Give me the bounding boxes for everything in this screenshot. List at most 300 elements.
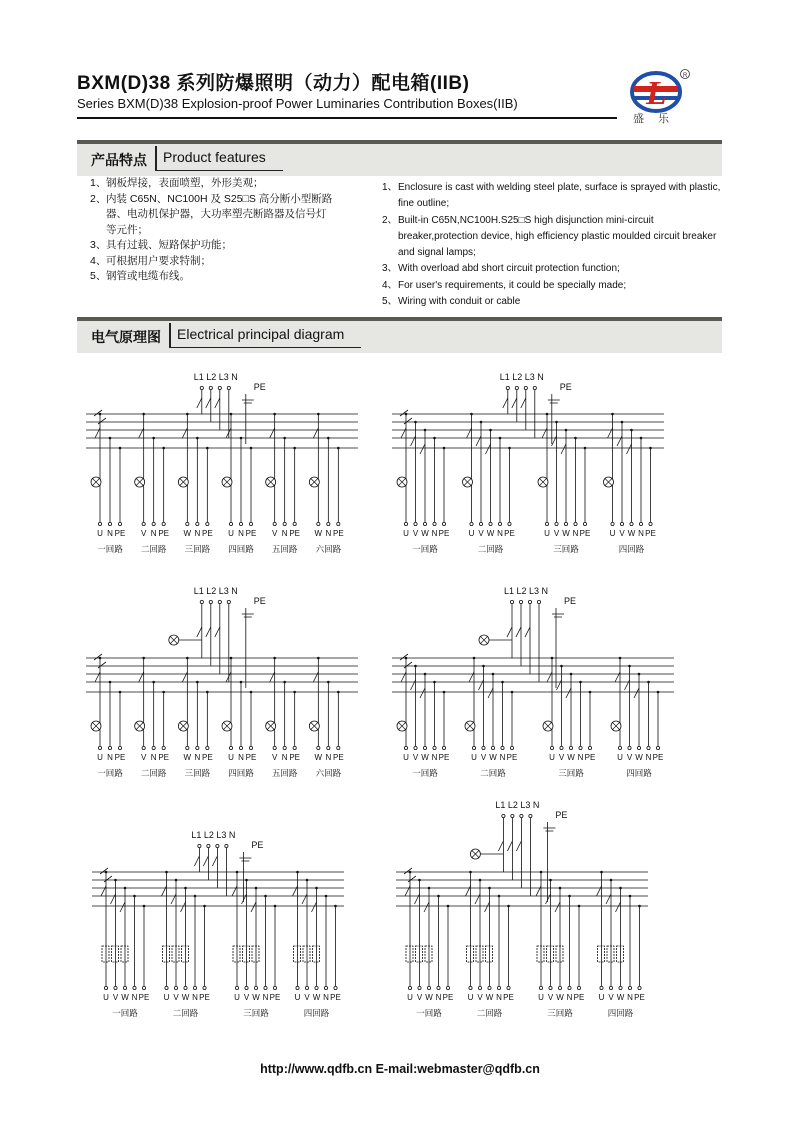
wire-label: PE xyxy=(503,993,514,1002)
wire-label: PE xyxy=(201,753,213,762)
wire-label: W xyxy=(312,993,321,1002)
output-terminal xyxy=(628,986,631,989)
circuit-name: 二回路 xyxy=(140,768,167,778)
wire-label: U xyxy=(609,529,616,538)
circuit-name: 六回路 xyxy=(315,544,342,554)
wire-label: V xyxy=(140,529,147,538)
breaker-contact xyxy=(606,894,611,904)
breaker-contact xyxy=(512,398,517,408)
wire-label: N xyxy=(238,529,244,538)
feature-item-en-4: 4、 For user's requirements, it could be specially made; xyxy=(382,279,627,291)
wire-label: U xyxy=(617,753,623,762)
motor-protector-icon xyxy=(313,946,320,962)
breaker-contact xyxy=(203,856,208,866)
motor-protector-icon xyxy=(252,946,259,962)
wire-label: N xyxy=(194,753,201,762)
breaker-contact xyxy=(498,841,503,851)
output-terminal xyxy=(442,746,445,749)
motor-protector-icon xyxy=(121,946,128,962)
features-list-cn xyxy=(90,176,350,285)
output-terminal xyxy=(317,522,320,525)
feature-item-en-3: 3、 With overload abd short circuit protection function; xyxy=(382,263,620,275)
title-rule xyxy=(77,117,617,119)
motor-protector-icon xyxy=(476,946,483,962)
breaker-contact xyxy=(313,672,318,682)
wire-label: U xyxy=(294,993,301,1002)
wire-label: N xyxy=(435,993,442,1002)
output-terminal xyxy=(206,746,209,749)
output-terminal xyxy=(196,746,199,749)
motor-protector-icon xyxy=(486,946,493,962)
output-terminal xyxy=(118,746,121,749)
terminal-dot xyxy=(515,386,518,389)
breaker-contact xyxy=(139,672,144,682)
circuit-name: 四回路 xyxy=(618,544,645,554)
output-terminal xyxy=(245,986,248,989)
feature-item-en-2: 2、 Built-in C65N,NC100H.S25□S high disjunction mini-circuit breaker,protection device, high efficiency plastic moulded circuit breaker and signal lamps; xyxy=(382,214,717,259)
wire-label: W xyxy=(562,529,570,538)
output-terminal xyxy=(508,522,511,525)
wire-label: U xyxy=(234,993,240,1002)
wire-label: PE xyxy=(652,753,664,762)
wire-label: W xyxy=(314,753,323,762)
terminal-dot xyxy=(209,386,212,389)
wire-label: PE xyxy=(634,993,645,1002)
output-terminal xyxy=(152,746,155,749)
output-terminal xyxy=(479,522,482,525)
output-terminal xyxy=(491,746,494,749)
output-terminal xyxy=(142,522,145,525)
circuit-name: 五回路 xyxy=(271,768,298,778)
output-terminal xyxy=(249,746,252,749)
output-terminal xyxy=(501,746,504,749)
output-terminal xyxy=(647,746,650,749)
ground-icon xyxy=(239,858,251,861)
supply-label: L1 L2 L3 N xyxy=(191,830,236,840)
output-terminal xyxy=(296,986,299,989)
circuit-name: 二回路 xyxy=(477,544,504,554)
wire-label: PE xyxy=(158,753,170,762)
breaker-contact xyxy=(197,627,202,637)
output-terminal xyxy=(118,522,121,525)
wire-label: V xyxy=(412,753,419,762)
wire-label: N xyxy=(192,993,198,1002)
diagram-section-header xyxy=(77,317,722,353)
output-terminal xyxy=(283,522,286,525)
wire-label: PE xyxy=(506,753,518,762)
output-terminal xyxy=(229,522,232,525)
terminal-dot xyxy=(533,386,536,389)
wire-label: U xyxy=(468,529,475,538)
output-terminal xyxy=(293,746,296,749)
output-terminal xyxy=(133,986,136,989)
wire-label: N xyxy=(497,529,503,538)
breaker-contact xyxy=(270,428,275,438)
output-terminal xyxy=(193,986,196,989)
wire-label: N xyxy=(496,993,502,1002)
circuit-name: 一回路 xyxy=(412,768,438,778)
wire-label: PE xyxy=(114,753,126,762)
output-terminal xyxy=(469,986,472,989)
output-terminal xyxy=(568,986,571,989)
output-terminal xyxy=(423,746,426,749)
output-terminal xyxy=(478,986,481,989)
output-terminal xyxy=(488,986,491,989)
breaker-contact xyxy=(627,444,632,454)
output-terminal xyxy=(630,522,633,525)
page-title: BXM(D)38 系列防爆照明（动力）配电箱(IIB) xyxy=(77,73,470,94)
breaker-contact xyxy=(536,886,541,896)
circuit-name: 四回路 xyxy=(228,768,254,778)
feature-item-en-5: 5、 Wiring with conduit or cable xyxy=(382,296,521,308)
diagram-panel-1 xyxy=(80,368,370,558)
output-terminal xyxy=(273,986,276,989)
breaker-contact xyxy=(206,627,211,637)
motor-protector-icon xyxy=(172,946,179,962)
motor-protector-icon xyxy=(617,946,624,962)
registered-mark: R xyxy=(683,73,688,79)
output-terminal xyxy=(235,986,238,989)
wire-label: N xyxy=(150,529,157,538)
circuit-name: 六回路 xyxy=(315,768,342,778)
motor-protector-icon xyxy=(163,946,170,962)
supply-label: L1 L2 L3 N xyxy=(193,372,238,382)
breaker-contact xyxy=(507,627,512,637)
wire-label: U xyxy=(103,993,109,1002)
output-terminal xyxy=(656,746,659,749)
terminal-dot xyxy=(209,600,212,603)
output-terminal xyxy=(600,986,603,989)
breaker-contact xyxy=(182,428,187,438)
motor-protector-icon xyxy=(467,946,474,962)
wire-label: V xyxy=(112,993,119,1002)
output-terminal xyxy=(142,986,145,989)
ground-icon xyxy=(548,400,560,403)
terminal-dot xyxy=(227,386,230,389)
breaker-contact xyxy=(561,444,566,454)
wire-label: PE xyxy=(158,529,170,538)
wire-label: N xyxy=(150,753,157,762)
output-terminal xyxy=(579,746,582,749)
output-terminal xyxy=(609,986,612,989)
breaker-contact xyxy=(139,428,144,438)
features-list-en xyxy=(382,180,722,310)
terminal-dot xyxy=(529,814,532,817)
wire-label: V xyxy=(480,753,487,762)
output-terminal xyxy=(317,746,320,749)
breaker-contact xyxy=(625,680,630,690)
wire-label: V xyxy=(477,993,483,1002)
ground-icon xyxy=(242,614,254,617)
breaker-contact xyxy=(312,902,317,912)
breaker-contact xyxy=(547,672,552,682)
features-title-en: Product features xyxy=(163,149,266,165)
wire-label: PE xyxy=(332,529,344,538)
wire-label: N xyxy=(107,529,113,538)
output-terminal xyxy=(334,986,337,989)
circuit-name: 二回路 xyxy=(140,544,167,554)
output-terminal xyxy=(637,746,640,749)
wire-label: PE xyxy=(289,529,301,538)
output-terminal xyxy=(184,986,187,989)
feature-item-cn-1: 1、钢板焊接，表面喷塑，外形美观； xyxy=(90,177,264,189)
diagram-title-en: Electrical principal diagram xyxy=(177,326,345,342)
output-terminal xyxy=(427,986,430,989)
wire-label: N xyxy=(107,753,113,762)
output-terminal xyxy=(437,986,440,989)
breaker-contact xyxy=(469,672,474,682)
wire-label: V xyxy=(412,529,419,538)
pe-label: PE xyxy=(253,596,266,606)
motor-protector-icon xyxy=(303,946,310,962)
output-terminal xyxy=(628,746,631,749)
output-terminal xyxy=(539,986,542,989)
breaker-contact xyxy=(616,902,621,912)
wire-label: V xyxy=(173,993,179,1002)
breaker-contact xyxy=(507,841,512,851)
wire-label: PE xyxy=(442,993,454,1002)
breaker-contact xyxy=(546,894,551,904)
wire-label: W xyxy=(616,993,625,1002)
output-terminal xyxy=(470,522,473,525)
wire-label: PE xyxy=(245,529,257,538)
wire-label: PE xyxy=(438,529,450,538)
supply-label: L1 L2 L3 N xyxy=(503,586,549,596)
motor-protector-icon xyxy=(607,946,614,962)
terminal-dot xyxy=(216,844,219,847)
circuit-name: 二回路 xyxy=(480,768,506,778)
terminal-dot xyxy=(218,386,221,389)
terminal-dot xyxy=(225,844,228,847)
logo-letter: L xyxy=(646,75,667,112)
output-terminal xyxy=(162,522,165,525)
wire-label: N xyxy=(645,753,652,762)
breaker-contact xyxy=(111,894,116,904)
motor-protector-icon xyxy=(243,946,250,962)
output-terminal xyxy=(186,746,189,749)
wire-label: U xyxy=(403,753,409,762)
output-terminal xyxy=(619,986,622,989)
output-terminal xyxy=(497,986,500,989)
output-terminal xyxy=(611,522,614,525)
output-terminal xyxy=(446,986,449,989)
output-terminal xyxy=(283,746,286,749)
wire-label: U xyxy=(598,993,605,1002)
breaker-contact xyxy=(420,688,425,698)
wire-label: W xyxy=(421,529,429,538)
pe-label: PE xyxy=(563,596,577,606)
output-terminal xyxy=(574,522,577,525)
output-terminal xyxy=(98,746,101,749)
breaker-contact xyxy=(251,902,256,912)
wire-label: W xyxy=(485,993,494,1002)
circuit-name: 一回路 xyxy=(97,544,123,554)
output-terminal xyxy=(472,746,475,749)
breaker-contact xyxy=(420,444,425,454)
terminal-dot xyxy=(200,600,203,603)
circuit-name: 三回路 xyxy=(184,544,211,554)
output-terminal xyxy=(489,522,492,525)
breaker-contact xyxy=(503,398,508,408)
circuit-name: 五回路 xyxy=(271,544,298,554)
circuit-name: 一回路 xyxy=(97,768,123,778)
output-terminal xyxy=(152,522,155,525)
terminal-dot xyxy=(218,600,221,603)
pe-label: PE xyxy=(559,382,572,392)
pe-label: PE xyxy=(555,810,568,820)
breaker-contact xyxy=(485,902,490,912)
terminal-dot xyxy=(520,814,523,817)
terminal-dot xyxy=(510,600,513,603)
ground-icon xyxy=(543,828,555,831)
output-terminal xyxy=(305,986,308,989)
wire-label: PE xyxy=(199,993,210,1002)
breaker-contact xyxy=(411,436,416,446)
wire-label: N xyxy=(499,753,506,762)
wire-label: W xyxy=(635,753,643,762)
breaker-contact xyxy=(557,680,562,690)
breaker-contact xyxy=(182,672,187,682)
breaker-contact xyxy=(101,886,106,896)
output-terminal xyxy=(142,746,145,749)
diagram-panel-2 xyxy=(386,368,676,558)
output-terminal xyxy=(588,746,591,749)
breaker-contact xyxy=(516,627,521,637)
breaker-contact xyxy=(313,428,318,438)
breaker-contact xyxy=(525,627,530,637)
output-terminal xyxy=(510,746,513,749)
circuit-name: 三回路 xyxy=(553,544,579,554)
wire-label: PE xyxy=(579,529,591,538)
output-terminal xyxy=(545,522,548,525)
motor-protector-icon xyxy=(294,946,301,962)
output-terminal xyxy=(203,986,206,989)
breaker-contact xyxy=(302,894,307,904)
wire-label: W xyxy=(489,753,497,762)
wire-label: W xyxy=(425,993,433,1002)
wire-label: V xyxy=(619,529,625,538)
ground-icon xyxy=(552,614,564,617)
breaker-contact xyxy=(415,894,420,904)
wire-label: N xyxy=(194,529,201,538)
wire-label: W xyxy=(183,753,192,762)
output-terminal xyxy=(638,986,641,989)
diagram-panel-5 xyxy=(86,826,356,1022)
wire-label: PE xyxy=(438,753,450,762)
output-terminal xyxy=(108,522,111,525)
wire-label: U xyxy=(97,529,103,538)
output-terminal xyxy=(408,986,411,989)
wire-label: U xyxy=(549,753,555,762)
wire-label: U xyxy=(228,753,234,762)
breaker-contact xyxy=(293,886,298,896)
feature-item-cn-5: 5、钢管或电缆布线。 xyxy=(90,270,190,282)
feature-item-en-1: 1、 Enclosure is cast with welding steel plate, surface is sprayed with plastic, fine outline; xyxy=(382,182,721,210)
breaker-contact xyxy=(411,680,416,690)
wire-label: U xyxy=(163,993,170,1002)
output-terminal xyxy=(315,986,318,989)
motor-protector-icon xyxy=(102,946,109,962)
breaker-contact xyxy=(467,428,472,438)
output-terminal xyxy=(639,522,642,525)
breaker-contact xyxy=(215,398,220,408)
motor-protector-icon xyxy=(416,946,423,962)
output-terminal xyxy=(196,522,199,525)
wire-label: PE xyxy=(504,529,515,538)
breaker-contact xyxy=(486,444,491,454)
breaker-contact xyxy=(476,436,481,446)
output-terminal xyxy=(273,522,276,525)
motor-protector-icon xyxy=(537,946,544,962)
output-terminal xyxy=(324,986,327,989)
breaker-contact xyxy=(401,672,406,682)
output-terminal xyxy=(433,746,436,749)
page-subtitle: Series BXM(D)38 Explosion-proof Power Luminaries Contribution Boxes(IIB) xyxy=(77,96,518,111)
diagram-panel-6 xyxy=(390,796,660,1022)
breaker-contact xyxy=(206,398,211,408)
breaker-contact xyxy=(597,886,602,896)
wire-label: V xyxy=(271,753,278,762)
circuit-name: 四回路 xyxy=(607,1008,634,1018)
wire-label: W xyxy=(556,993,564,1002)
breaker-contact xyxy=(566,688,571,698)
supply-label: L1 L2 L3 N xyxy=(499,372,544,382)
terminal-dot xyxy=(524,386,527,389)
output-terminal xyxy=(206,522,209,525)
wire-label: N xyxy=(281,753,288,762)
wire-label: N xyxy=(238,753,244,762)
ground-icon xyxy=(242,400,254,403)
wire-label: PE xyxy=(332,753,344,762)
breaker-contact xyxy=(181,902,186,912)
breaker-contact xyxy=(171,894,176,904)
supply-label: L1 L2 L3 N xyxy=(193,586,238,596)
terminal-dot xyxy=(537,600,540,603)
motor-protector-icon xyxy=(425,946,432,962)
breaker-contact xyxy=(212,856,217,866)
breaker-contact xyxy=(424,902,429,912)
output-terminal xyxy=(577,986,580,989)
output-terminal xyxy=(404,522,407,525)
output-terminal xyxy=(569,746,572,749)
circuit-name: 一回路 xyxy=(416,1008,442,1018)
wire-label: W xyxy=(183,529,192,538)
logo-caption: 盛乐 xyxy=(633,113,683,125)
breaker-contact xyxy=(542,428,547,438)
breaker-contact xyxy=(162,886,167,896)
output-terminal xyxy=(564,522,567,525)
breaker-contact xyxy=(615,672,620,682)
wire-label: U xyxy=(228,529,234,538)
output-terminal xyxy=(264,986,267,989)
output-terminal xyxy=(555,522,558,525)
wire-label: PE xyxy=(138,993,150,1002)
features-section-header xyxy=(77,140,722,176)
breaker-contact xyxy=(95,428,100,438)
output-terminal xyxy=(254,986,257,989)
wire-label: N xyxy=(572,529,579,538)
wire-label: V xyxy=(416,993,423,1002)
output-terminal xyxy=(482,746,485,749)
motor-protector-icon xyxy=(556,946,563,962)
wire-label: U xyxy=(544,529,550,538)
circuit-name: 二回路 xyxy=(172,1008,199,1018)
circuit-name: 三回路 xyxy=(243,1008,269,1018)
output-terminal xyxy=(114,986,117,989)
output-terminal xyxy=(293,522,296,525)
wire-label: U xyxy=(97,753,103,762)
wire-label: N xyxy=(325,529,332,538)
